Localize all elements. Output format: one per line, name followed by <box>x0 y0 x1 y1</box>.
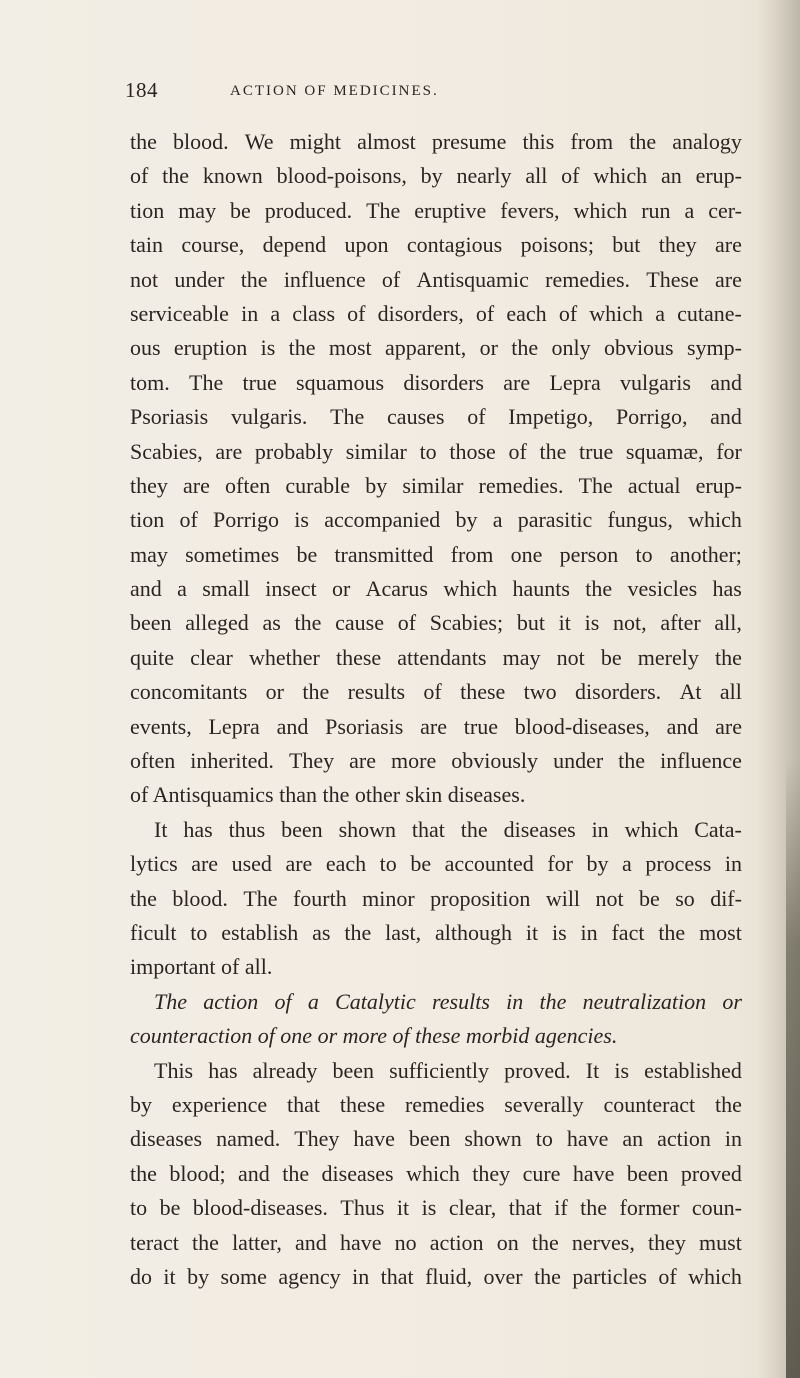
text-line: they are often curable by similar remedies. The actual erup- <box>130 472 742 498</box>
text-line: to be blood-diseases. Thus it is clear, that if the former coun- <box>130 1195 742 1221</box>
text-line: of the known blood-poisons, by nearly all of which an erup- <box>130 163 742 189</box>
proposition-heading <box>130 985 742 1054</box>
text-line: concomitants or the results of these two disorders. At all <box>130 679 742 705</box>
page-edge-binding <box>786 760 800 1378</box>
paragraph-2 <box>130 813 742 985</box>
text-line: It has thus been shown that the diseases in which Cata- <box>154 816 742 842</box>
text-line: lytics are used are each to be accounted for by a process in <box>130 851 742 877</box>
text-line: quite clear whether these attendants may not be merely the <box>130 644 742 670</box>
text-line: may sometimes be transmitted from one person to another; <box>130 541 742 567</box>
text-line: tion of Porrigo is accompanied by a parasitic fungus, which <box>130 507 742 533</box>
text-line: ous eruption is the most apparent, or the only obvious symp- <box>130 335 742 361</box>
italic-line: counteraction of one or more of these morbid agencies. <box>130 1023 618 1049</box>
text-line: events, Lepra and Psoriasis are true blood-diseases, and are <box>130 713 742 739</box>
text-line: do it by some agency in that fluid, over the particles of which <box>130 1263 742 1289</box>
text-line: diseases named. They have been shown to have an action in <box>130 1126 742 1152</box>
text-line: of Antisquamics than the other skin diseases. <box>130 782 526 808</box>
text-line: been alleged as the cause of Scabies; but it is not, after all, <box>130 610 742 636</box>
body-text <box>130 125 742 1294</box>
text-line: Psoriasis vulgaris. The causes of Impetigo, Porrigo, and <box>130 404 742 430</box>
text-line: ficult to establish as the last, although it is in fact the most <box>130 919 742 945</box>
text-line: tain course, depend upon contagious poisons; but they are <box>130 232 742 258</box>
text-line: the blood. The fourth minor proposition will not be so dif- <box>130 885 742 911</box>
page-number: 184 <box>125 78 158 102</box>
text-line: tion may be produced. The eruptive fevers, which run a cer- <box>130 197 742 223</box>
text-line: and a small insect or Acarus which haunts the vesicles has <box>130 576 742 602</box>
text-line: This has already been sufficiently proved. It is established <box>154 1057 742 1083</box>
text-line: important of all. <box>130 954 273 980</box>
text-line: tom. The true squamous disorders are Lepra vulgaris and <box>130 369 742 395</box>
text-line: the blood. We might almost presume this from the analogy <box>130 129 742 154</box>
paragraph-4 <box>130 1054 742 1295</box>
paragraph-1 <box>130 125 742 813</box>
italic-line: The action of a Catalytic results in the neutralization or <box>154 988 742 1014</box>
page-header <box>125 78 725 108</box>
text-line: teract the latter, and have no action on the nerves, they must <box>130 1229 742 1255</box>
running-head: ACTION OF MEDICINES. <box>230 83 439 99</box>
text-line: Scabies, are probably similar to those of the true squamæ, for <box>130 438 742 464</box>
text-line: often inherited. They are more obviously under the influence <box>130 748 742 774</box>
text-line: the blood; and the diseases which they cure have been proved <box>130 1160 742 1186</box>
text-line: not under the influence of Antisquamic remedies. These are <box>130 266 742 292</box>
text-line: serviceable in a class of disorders, of each of which a cutane- <box>130 300 742 326</box>
text-line: by experience that these remedies severally counteract the <box>130 1091 742 1117</box>
